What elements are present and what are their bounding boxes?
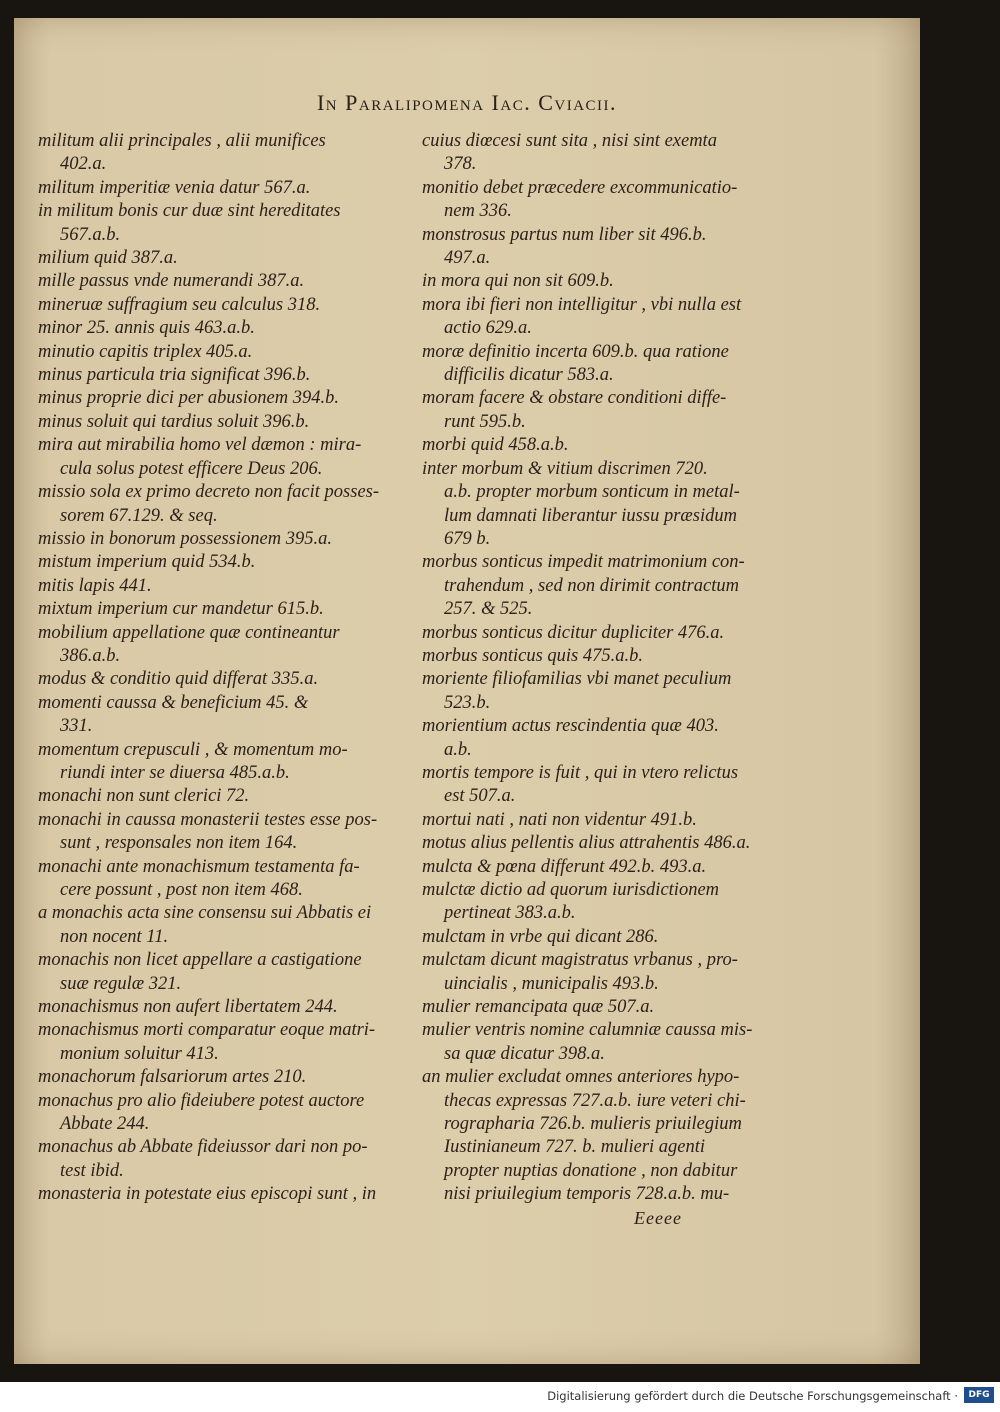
entry-line: cuius diœcesi sunt sita , nisi sint exemta: [422, 131, 717, 151]
entry-continuation-line: Abbate 244.: [60, 1114, 150, 1135]
entry-line: minus particula tria significat 396.b.: [38, 365, 311, 386]
entry-line: mortis tempore is fuit , qui in vtero relictus: [422, 762, 739, 783]
entry-continuation-line: actio 629.a.: [444, 318, 532, 339]
entry-line: militum alii principales , alii munifices: [38, 131, 326, 151]
index-entry: [38, 598, 408, 621]
entry-continuation-line: nem 336.: [444, 201, 512, 222]
index-entry: [38, 551, 408, 574]
entry-continuation-line: propter nuptias donatione , non dabitur: [444, 1160, 738, 1181]
index-entry: [38, 1019, 408, 1066]
index-entry: [422, 622, 794, 645]
entry-continuation-line: 567.a.b.: [60, 224, 121, 245]
entry-continuation-line: sa quæ dicatur 398.a.: [444, 1043, 605, 1064]
entry-line: monachismus morti comparatur eoque matri-: [38, 1020, 376, 1041]
entry-line: monachi non sunt clerici 72.: [38, 786, 250, 807]
entry-line: mulier remancipata quæ 507.a.: [422, 997, 655, 1018]
entry-line: mixtum imperium cur mandetur 615.b.: [38, 599, 324, 620]
entry-line: milium quid 387.a.: [38, 248, 178, 269]
entry-line: monachis non licet appellare a castigatione: [38, 950, 362, 971]
entry-line: mora ibi fieri non intelligitur , vbi nulla est: [422, 294, 742, 315]
entry-line: morbi quid 458.a.b.: [422, 435, 569, 456]
index-entry: [422, 809, 794, 832]
entry-continuation-line: rographaria 726.b. mulieris priuilegium: [444, 1114, 742, 1135]
index-entry: [38, 528, 408, 551]
entry-line: mulctæ dictio ad quorum iurisdictionem: [422, 880, 720, 900]
entry-continuation-line: cula solus potest efficere Deus 206.: [60, 458, 323, 479]
index-entry: [38, 668, 408, 691]
index-entry: [422, 856, 794, 879]
entry-continuation-line: difficilis dicatur 583.a.: [444, 365, 614, 386]
index-entry: [422, 1019, 794, 1066]
entry-continuation-line: 679 b.: [444, 528, 491, 549]
entry-line: in militum bonis cur duæ sint hereditates: [38, 201, 341, 222]
index-entry: [38, 575, 408, 598]
entry-continuation-line: trahendum , sed non dirimit contractum: [444, 575, 739, 596]
entry-continuation-line: 386.a.b.: [60, 645, 121, 666]
index-entry: [38, 294, 408, 317]
index-entry: [38, 949, 408, 996]
index-entry: [38, 270, 408, 293]
entry-line: moram facere & obstare conditioni diffe-: [422, 388, 727, 409]
index-entry: [422, 832, 794, 855]
index-entry: [422, 715, 794, 762]
entry-continuation-line: uincialis , municipalis 493.b.: [444, 973, 659, 994]
entry-continuation-line: 331.: [60, 716, 93, 737]
entry-line: missio in bonorum possessionem 395.a.: [38, 528, 332, 549]
footer-credit: Digitalisierung gefördert durch die Deutsche Forschungsgemeinschaft ·: [547, 1389, 958, 1403]
index-entry: [422, 879, 794, 926]
dfg-logo-icon: DFG: [964, 1387, 994, 1403]
index-entry: [422, 668, 794, 715]
entry-line: minor 25. annis quis 463.a.b.: [38, 318, 255, 339]
index-entry: [38, 785, 408, 808]
entry-continuation-line: non nocent 11.: [60, 926, 169, 947]
entry-line: morientium actus rescindentia quæ 403.: [422, 716, 719, 737]
index-entry: [422, 645, 794, 668]
entry-line: mineruæ suffragium seu calculus 318.: [38, 294, 321, 315]
index-entry: [422, 551, 794, 621]
index-entry: [422, 130, 794, 177]
index-entry: [422, 177, 794, 224]
index-entry: [38, 622, 408, 669]
entry-continuation-line: est 507.a.: [444, 786, 516, 807]
entry-line: morbus sonticus impedit matrimonium con-: [422, 552, 745, 573]
entry-line: mulcta & pœna differunt 492.b. 493.a.: [422, 856, 707, 877]
index-entry: [38, 1183, 408, 1206]
entry-line: monachi ante monachismum testamenta fa-: [38, 856, 360, 877]
book-page: [14, 18, 920, 1364]
index-entry: [38, 996, 408, 1019]
index-entry: [38, 247, 408, 270]
index-entry: [38, 1066, 408, 1089]
index-entry: [422, 926, 794, 949]
entry-continuation-line: a.b.: [444, 739, 472, 760]
entry-line: mistum imperium quid 534.b.: [38, 552, 256, 573]
entry-line: momenti caussa & beneficium 45. &: [38, 692, 309, 713]
entry-continuation-line: thecas expressas 727.a.b. iure veteri chi-: [444, 1090, 746, 1111]
index-entry: [38, 809, 408, 856]
footer-bar: [0, 1382, 1000, 1412]
index-entry: [38, 481, 408, 528]
entry-continuation-line: 402.a.: [60, 154, 107, 175]
entry-continuation-line: cere possunt , post non item 468.: [60, 880, 303, 900]
index-entry: [38, 1136, 408, 1183]
entry-continuation-line: runt 595.b.: [444, 411, 526, 432]
entry-line: momentum crepusculi , & momentum mo-: [38, 739, 348, 760]
entry-line: morbus sonticus dicitur dupliciter 476.a.: [422, 622, 725, 643]
index-entry: [38, 411, 408, 434]
entry-line: monachorum falsariorum artes 210.: [38, 1067, 307, 1088]
entry-line: mortui nati , nati non videntur 491.b.: [422, 809, 697, 830]
index-column-right: [422, 130, 794, 1207]
entry-line: militum imperitiæ venia datur 567.a.: [38, 177, 311, 198]
entry-line: mitis lapis 441.: [38, 575, 152, 596]
entry-continuation-line: 378.: [444, 154, 477, 175]
entry-line: a monachis acta sine consensu sui Abbatis ei: [38, 903, 372, 924]
catchword: Eeeee: [634, 1208, 682, 1228]
index-entry: [38, 177, 408, 200]
index-entry: [38, 739, 408, 786]
entry-line: modus & conditio quid differat 335.a.: [38, 669, 319, 690]
index-entry: [422, 224, 794, 271]
entry-continuation-line: nisi priuilegium temporis 728.a.b. mu-: [444, 1184, 730, 1205]
index-entry: [422, 294, 794, 341]
index-entry: [38, 1090, 408, 1137]
entry-line: missio sola ex primo decreto non facit posses-: [38, 482, 380, 503]
index-entry: [422, 458, 794, 552]
index-entry: [38, 387, 408, 410]
entry-continuation-line: 257. & 525.: [444, 599, 533, 620]
index-entry: [38, 902, 408, 949]
index-entry: [38, 692, 408, 739]
entry-continuation-line: 523.b.: [444, 692, 491, 713]
entry-continuation-line: Iustinianeum 727. b. mulieri agenti: [444, 1137, 706, 1158]
entry-line: moræ definitio incerta 609.b. qua ratione: [422, 341, 729, 362]
index-entry: [422, 949, 794, 996]
entry-line: mulctam dicunt magistratus vrbanus , pro-: [422, 950, 738, 971]
index-entry: [422, 762, 794, 809]
entry-continuation-line: a.b. propter morbum sonticum in metal-: [444, 482, 740, 503]
index-entry: [38, 856, 408, 903]
entry-line: inter morbum & vitium discrimen 720.: [422, 458, 708, 479]
index-entry: [422, 1066, 794, 1206]
entry-continuation-line: monium soluitur 413.: [60, 1043, 219, 1064]
entry-line: in mora qui non sit 609.b.: [422, 271, 614, 292]
entry-line: an mulier excludat omnes anteriores hypo-: [422, 1067, 740, 1088]
entry-line: monachi in caussa monasterii testes esse pos-: [38, 809, 378, 830]
entry-line: mille passus vnde numerandi 387.a.: [38, 271, 305, 292]
entry-line: monitio debet præcedere excommunicatio-: [422, 177, 738, 198]
entry-continuation-line: pertineat 383.a.b.: [444, 903, 576, 924]
index-entry: [422, 996, 794, 1019]
entry-line: minus soluit qui tardius soluit 396.b.: [38, 411, 310, 432]
index-entry: [38, 317, 408, 340]
index-entry: [422, 434, 794, 457]
entry-line: morbus sonticus quis 475.a.b.: [422, 645, 643, 666]
entry-continuation-line: lum damnati liberantur iussu præsidum: [444, 505, 737, 526]
entry-line: mulier ventris nomine calumniæ caussa mis-: [422, 1020, 753, 1041]
entry-continuation-line: sorem 67.129. & seq.: [60, 505, 218, 526]
index-entry: [38, 364, 408, 387]
entry-line: monstrosus partus num liber sit 496.b.: [422, 224, 707, 245]
entry-continuation-line: 497.a.: [444, 248, 491, 269]
entry-continuation-line: suæ regulæ 321.: [60, 973, 182, 994]
entry-line: mira aut mirabilia homo vel dæmon : mira-: [38, 435, 362, 456]
index-entry: [38, 341, 408, 364]
entry-line: monachus ab Abbate fideiussor dari non po-: [38, 1137, 368, 1158]
index-entry: [422, 387, 794, 434]
index-entry: [422, 270, 794, 293]
entry-line: mobilium appellatione quæ contineantur: [38, 622, 340, 643]
entry-continuation-line: riundi inter se diuersa 485.a.b.: [60, 762, 290, 783]
entry-line: motus alius pellentis alius attrahentis 486.a.: [422, 833, 751, 854]
running-head: In Paralipomena Iac. Cviacii.: [316, 90, 618, 115]
index-entry: [38, 130, 408, 177]
entry-line: mulctam in vrbe qui dicant 286.: [422, 926, 659, 947]
entry-line: monachismus non aufert libertatem 244.: [38, 997, 338, 1018]
entry-line: minus proprie dici per abusionem 394.b.: [38, 388, 339, 409]
index-entry: [38, 434, 408, 481]
index-column-left: [38, 130, 408, 1207]
index-entry: [422, 341, 794, 388]
entry-line: moriente filiofamilias vbi manet peculium: [422, 669, 732, 690]
entry-line: monasteria in potestate eius episcopi sunt , in: [38, 1184, 377, 1205]
entry-line: monachus pro alio fideiubere potest auctore: [38, 1090, 365, 1111]
index-entry: [38, 200, 408, 247]
entry-continuation-line: test ibid.: [60, 1160, 124, 1181]
entry-continuation-line: sunt , responsales non item 164.: [60, 833, 298, 854]
entry-line: minutio capitis triplex 405.a.: [38, 341, 253, 362]
